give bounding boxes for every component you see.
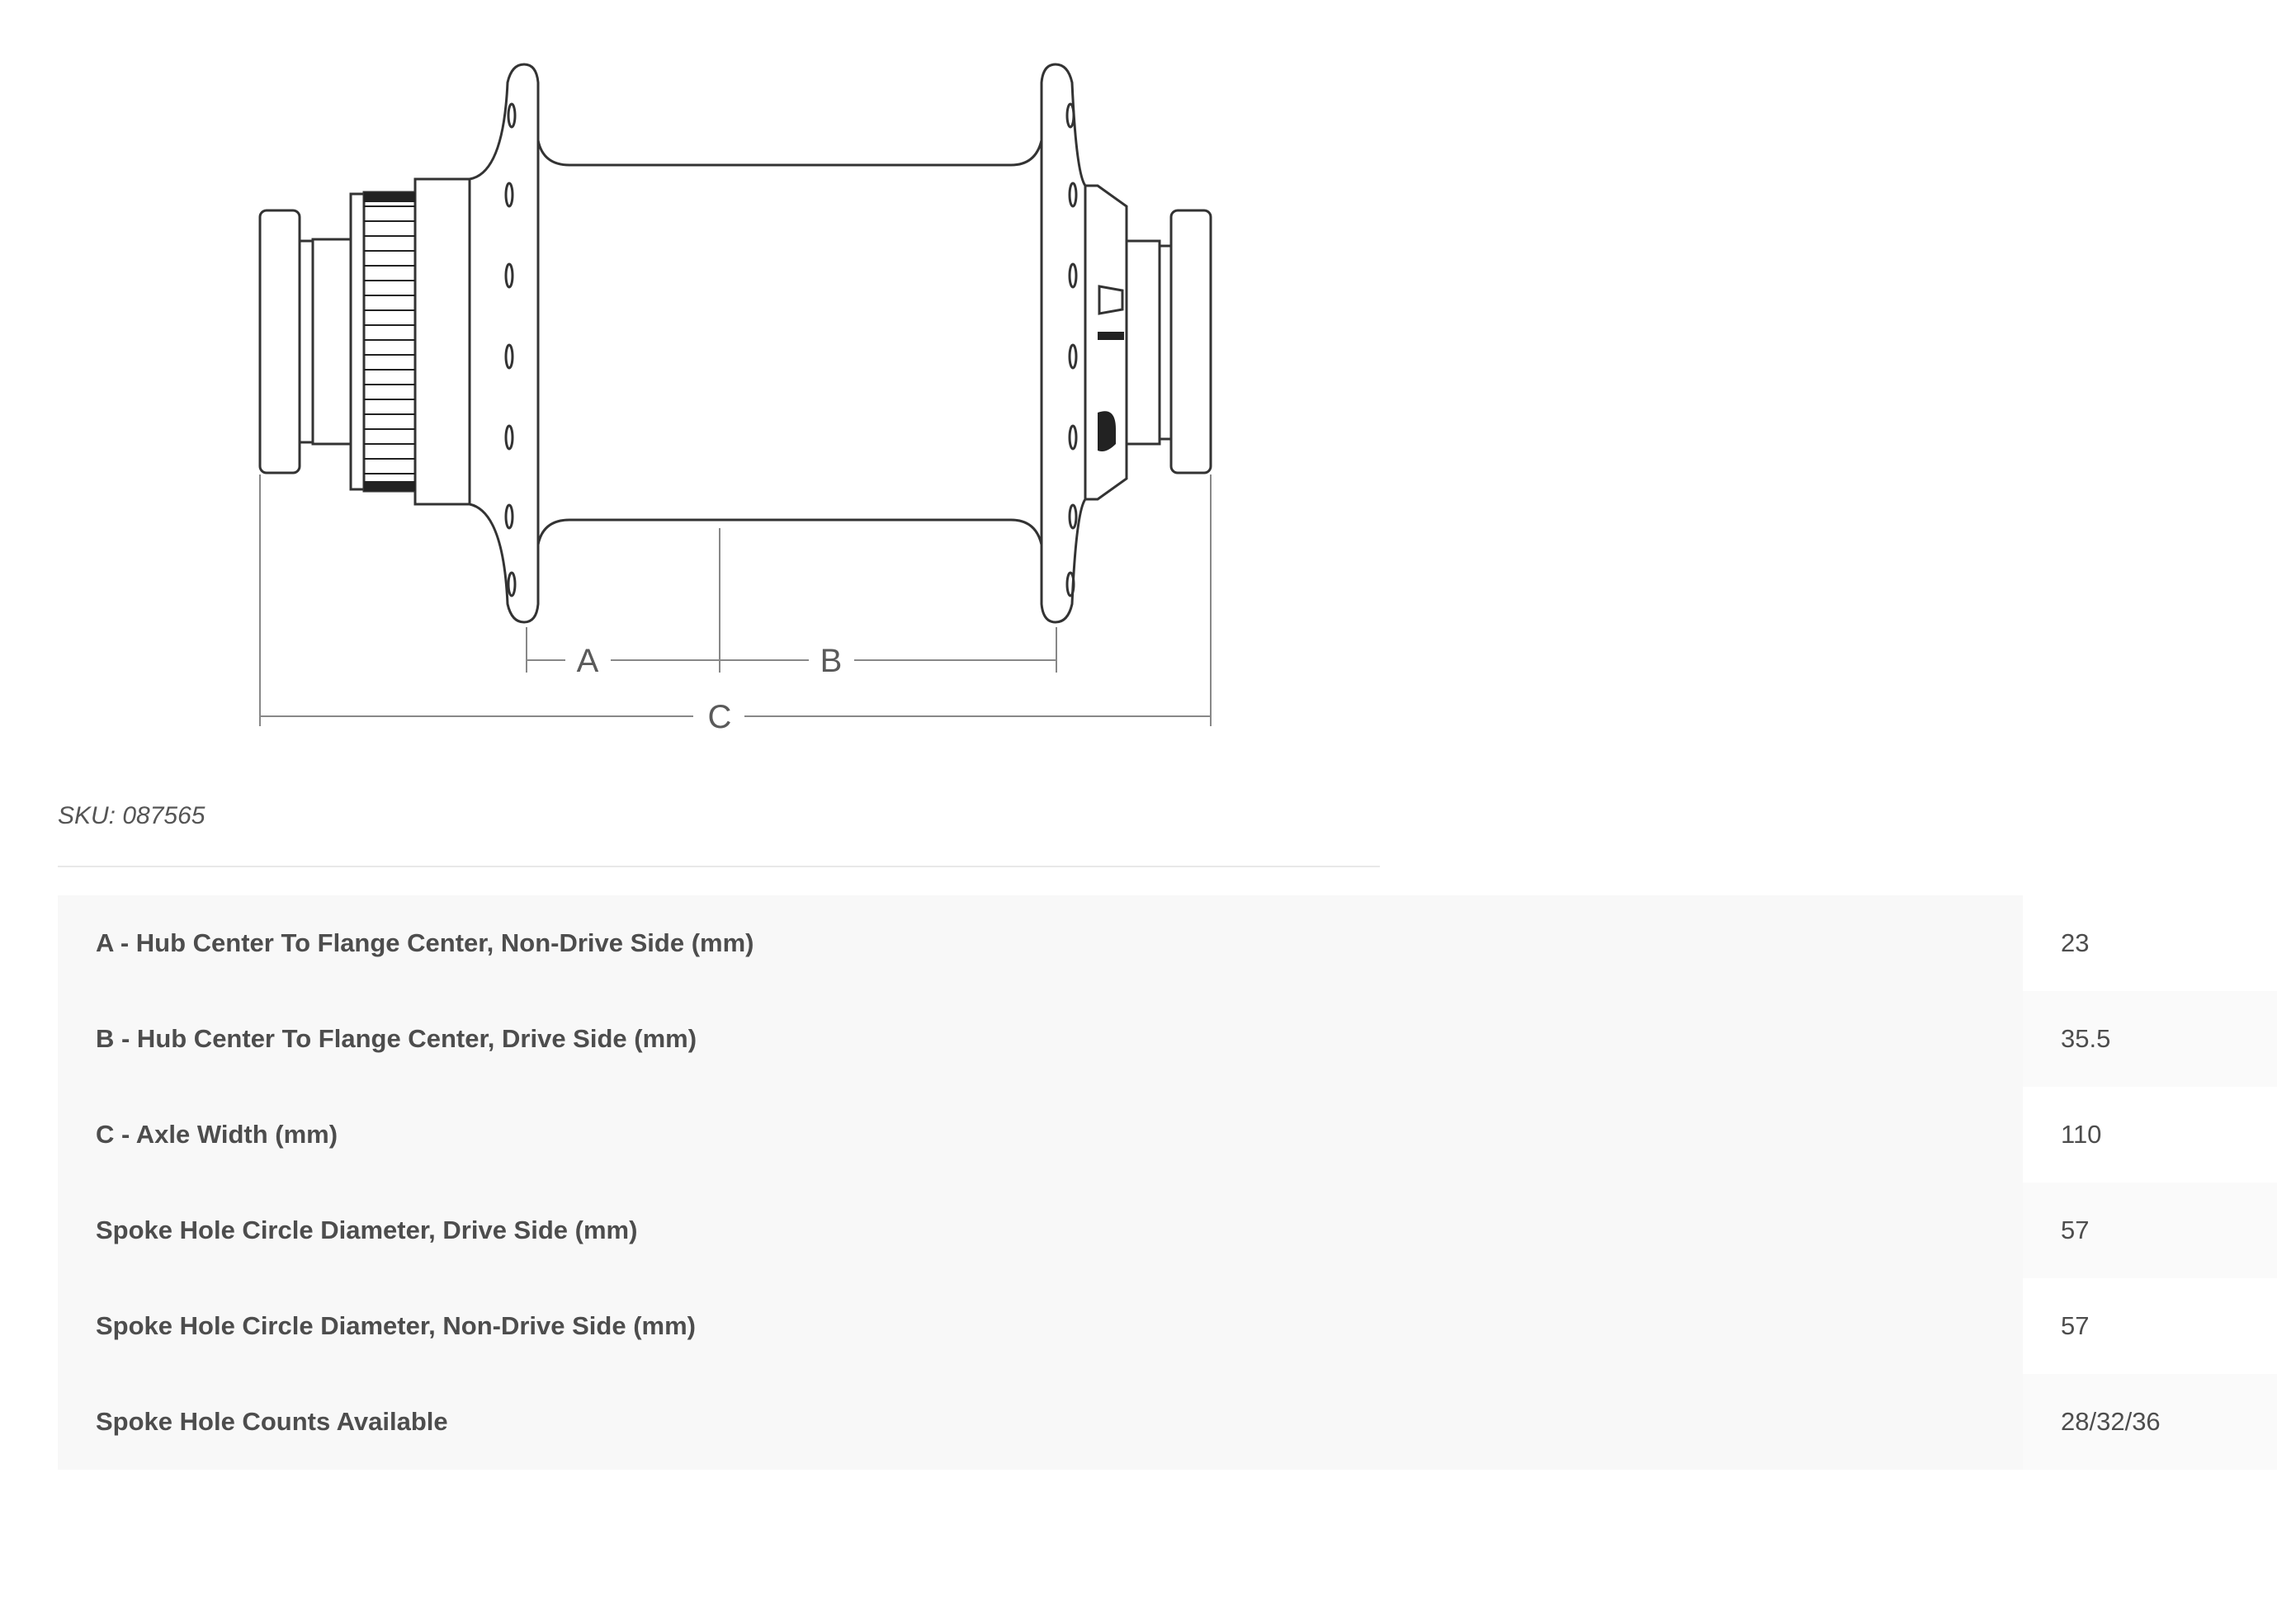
right-spacer	[1160, 246, 1171, 439]
spec-label: Spoke Hole Circle Diameter, Non-Drive Side (mm)	[58, 1278, 2023, 1374]
spec-row	[58, 1087, 2277, 1183]
spec-value: 57	[2023, 1183, 2277, 1278]
hub-dimension-diagram	[239, 50, 1230, 734]
right-axle-collar	[1127, 241, 1160, 444]
spec-value: 23	[2061, 928, 2090, 957]
left-shell-step	[415, 179, 470, 504]
right-end-cap	[1171, 210, 1211, 473]
right-hub-step	[1085, 186, 1127, 499]
left-end-cap	[260, 210, 300, 473]
left-flange	[470, 64, 538, 622]
spec-row	[58, 991, 2277, 1087]
spec-row	[58, 895, 2277, 991]
spec-value: 35.5	[2023, 991, 2277, 1087]
section-divider	[58, 866, 1380, 867]
dimension-label-a: A	[576, 643, 599, 679]
right-flange	[1042, 64, 1085, 622]
spec-label: Spoke Hole Circle Diameter, Drive Side (mm)	[58, 1183, 2023, 1278]
spec-row	[58, 1374, 2277, 1470]
spec-label: A - Hub Center To Flange Center, Non-Drive Side (mm)	[58, 895, 2023, 991]
spec-label: B - Hub Center To Flange Center, Drive Side (mm)	[58, 991, 2023, 1087]
rotor-spline-mount	[364, 192, 415, 491]
spec-value: 28/32/36	[2023, 1374, 2277, 1470]
left-spacer	[300, 241, 313, 442]
spec-value: 57	[2061, 1311, 2090, 1340]
hub-body-bottom	[538, 520, 1042, 545]
hub-body-top	[538, 140, 1042, 165]
spec-row	[58, 1183, 2277, 1278]
product-sku: SKU: 087565	[58, 802, 205, 829]
dimension-label-b: B	[820, 643, 843, 679]
rotor-ring-lip	[351, 194, 364, 489]
spec-row	[58, 1278, 2277, 1374]
spec-table	[58, 895, 2277, 1470]
spec-label: Spoke Hole Counts Available	[58, 1374, 2023, 1470]
spec-label: C - Axle Width (mm)	[58, 1087, 2023, 1183]
dimension-label-c: C	[707, 699, 732, 734]
left-axle-collar	[313, 239, 351, 444]
spec-value: 110	[2061, 1120, 2102, 1149]
